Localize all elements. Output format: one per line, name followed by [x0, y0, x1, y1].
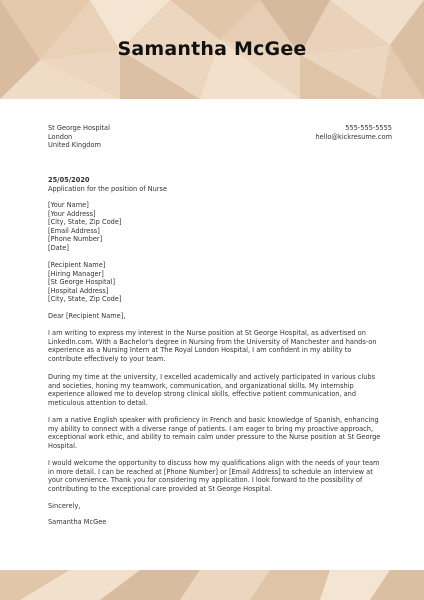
address-line: United Kingdom — [48, 141, 101, 150]
footer-banner — [0, 570, 424, 600]
paragraph-line: and societies, honing my teamwork, communication, and organizational skills. My internship — [48, 381, 354, 390]
placeholder-line: [Your Address] — [48, 209, 96, 218]
phone-number: 555-555-5555 — [345, 124, 392, 132]
paragraph-line: my ability to connect with a diverse range of patients. I am eager to bring my proactive approach, — [48, 424, 374, 433]
placeholder-line: [Date] — [48, 243, 69, 252]
recipient-placeholder-block — [48, 261, 121, 304]
sender-placeholder-block — [48, 201, 121, 253]
salutation: Dear [Recipient Name], — [48, 312, 126, 320]
paragraph-line: I am writing to express my interest in the Nurse position at St George Hospital, as advertised on — [48, 329, 366, 337]
paragraph-line: Hospital. — [48, 441, 77, 450]
paragraph-line: contributing to the exceptional care provided at St George Hospital. — [48, 484, 273, 493]
closing: Sincerely, — [48, 502, 81, 510]
sender-address — [48, 124, 110, 150]
body-paragraph — [48, 373, 390, 407]
placeholder-line: [St George Hospital] — [48, 278, 116, 287]
paragraph-line: During my time at the university, I excelled academically and actively participated in various clubs — [48, 373, 376, 381]
placeholder-line: [Hospital Address] — [48, 286, 109, 295]
paragraph-line: your convenience. Thank you for considering my application. I look forward to the possibility of — [48, 476, 363, 485]
paragraph-line: I am a native English speaker with proficiency in French and basic knowledge of Spanish, enhancing — [48, 416, 379, 424]
paragraph-line: experience as a Nursing Intern at The Royal London Hospital, I am confident in my ability to — [48, 346, 352, 355]
paragraph-line: exceptional work ethic, and ability to remain calm under pressure to the Nurse position at St George — [48, 433, 381, 442]
paragraph-line: meticulous attention to detail. — [48, 398, 148, 407]
body-paragraph — [48, 329, 390, 363]
placeholder-line: [City, State, Zip Code] — [48, 218, 122, 227]
body-paragraph — [48, 459, 390, 493]
paragraph-line: experience allowed me to develop strong clinical skills, effective patient communication, and — [48, 390, 357, 399]
placeholder-line: [Your Name] — [48, 201, 89, 209]
geometric-pattern — [0, 570, 424, 600]
body-paragraph — [48, 416, 390, 450]
placeholder-line: [Email Address] — [48, 226, 100, 235]
applicant-name: Samantha McGee — [117, 38, 307, 60]
paragraph-line: in more detail. I can be reached at [Phone Number] or [Email Address] to schedule an interview at — [48, 467, 373, 476]
paragraph-line: LinkedIn.com. With a Bachelor's degree in Nursing from the University of Manchester and hands-on — [48, 337, 377, 346]
contact-info — [315, 124, 392, 141]
address-line: St George Hospital — [48, 124, 110, 132]
letter-subject: Application for the position of Nurse — [48, 184, 167, 193]
paragraph-line: contribute effectively to your team. — [48, 354, 166, 363]
letter-date: 25/05/2020 — [48, 176, 90, 184]
placeholder-line: [Phone Number] — [48, 235, 103, 244]
address-line: London — [48, 132, 73, 141]
placeholder-line: [Recipient Name] — [48, 261, 106, 269]
signature: Samantha McGee — [48, 518, 107, 526]
placeholder-line: [City, State, Zip Code] — [48, 295, 122, 304]
placeholder-line: [Hiring Manager] — [48, 269, 104, 278]
email-address: hello@kickresume.com — [315, 132, 392, 141]
paragraph-line: I would welcome the opportunity to discuss how my qualifications align with the needs of your team — [48, 459, 380, 467]
